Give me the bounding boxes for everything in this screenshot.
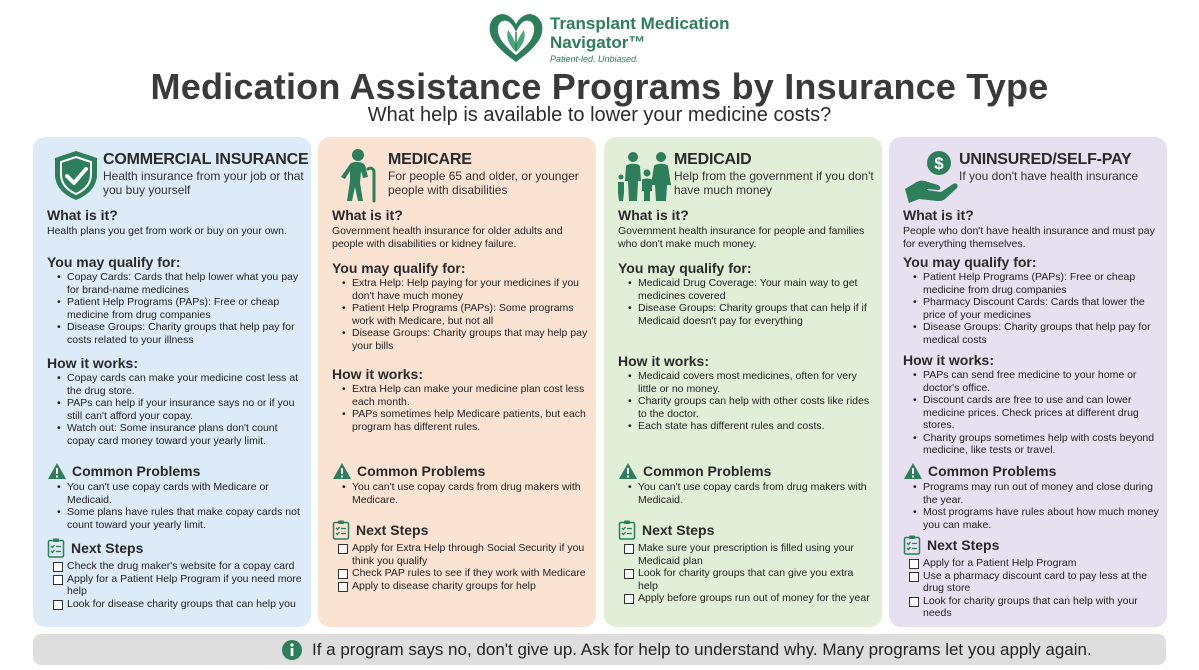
- next-step-checkbox[interactable]: Apply for a Patient Help Program if you need more help: [47, 573, 305, 598]
- qualify-section: [47, 254, 305, 346]
- next-steps-heading: Next Steps: [356, 522, 429, 538]
- problems-heading: Common Problems: [357, 463, 486, 479]
- card-title: COMMERCIAL INSURANCE: [103, 151, 309, 168]
- how-list: [618, 370, 876, 433]
- qualify-list: [332, 277, 590, 352]
- qualify-list: [618, 277, 876, 327]
- list-item: • Patient Help Programs (PAPs): Free or cheap medicine from drug companies: [47, 296, 305, 321]
- qualify-heading: You may qualify for:: [47, 254, 181, 270]
- list-item: • Disease Groups: Charity groups that help pay for costs related to your illness: [47, 321, 305, 346]
- how-section: [47, 355, 305, 447]
- what-section: [332, 207, 590, 250]
- list-item: • Pharmacy Discount Cards: Cards that lower the price of your medicines: [903, 296, 1161, 321]
- next-step-checkbox[interactable]: Use a pharmacy discount card to pay less at the drug store: [903, 570, 1161, 595]
- next-steps-list: [903, 557, 1161, 620]
- next-step-checkbox[interactable]: Apply for Extra Help through Social Security if you think you qualify: [332, 542, 590, 567]
- list-item: • Extra Help can make your medicine plan cost less each month.: [332, 383, 590, 408]
- logo-title-line1: Transplant Medication: [550, 14, 730, 33]
- list-item: • Medicaid Drug Coverage: Your main way to get medicines covered: [618, 277, 876, 302]
- next-steps-heading: Next Steps: [642, 522, 715, 538]
- warning-icon: [618, 462, 638, 480]
- next-steps-section: [618, 520, 876, 605]
- what-text: Government health insurance for people and families who don't make much money.: [618, 225, 865, 250]
- list-item: • You can't use copay cards from drug makers with Medicaid.: [618, 481, 876, 506]
- qualify-section: [618, 260, 876, 327]
- checklist-icon: [332, 520, 350, 540]
- svg-text:$: $: [934, 154, 944, 173]
- next-steps-section: [332, 520, 590, 592]
- what-section: [903, 207, 1161, 250]
- what-heading: What is it?: [618, 207, 689, 223]
- list-item: • Copay cards can make your medicine cost less at the drug store.: [47, 372, 305, 397]
- problems-list: [332, 481, 590, 506]
- next-steps-heading: Next Steps: [71, 540, 144, 556]
- problems-heading: Common Problems: [643, 463, 772, 479]
- next-step-checkbox[interactable]: Apply before groups run out of money for the year: [618, 592, 876, 605]
- list-item: • Patient Help Programs (PAPs): Free or cheap medicine from drug companies: [903, 271, 1161, 296]
- problems-heading: Common Problems: [928, 463, 1057, 479]
- qualify-section: [903, 254, 1161, 346]
- qualify-section: [332, 260, 590, 352]
- list-item: • Patient Help Programs (PAPs): Some programs work with Medicare, but not all: [332, 302, 590, 327]
- logo-tagline: Patient-led. Unbiased.: [550, 54, 639, 64]
- warning-icon: [903, 462, 923, 480]
- next-steps-section: [47, 538, 305, 610]
- info-icon: [282, 640, 302, 660]
- card-medicaid: [604, 137, 882, 627]
- list-item: • Disease Groups: Charity groups that can help if if Medicaid doesn't pay for everything: [618, 302, 876, 327]
- list-item: • Charity groups can help with other costs like rides to the doctor.: [618, 395, 876, 420]
- qualify-heading: You may qualify for:: [618, 260, 752, 276]
- what-text: Government health insurance for older adults and people with disabilities or kidney failure.: [332, 225, 563, 250]
- problems-heading: Common Problems: [72, 463, 201, 479]
- card-description: Help from the government if you don't have much money: [674, 169, 874, 197]
- warning-icon: [47, 462, 67, 480]
- next-step-checkbox[interactable]: Apply for a Patient Help Program: [903, 557, 1161, 570]
- how-heading: How it works:: [903, 352, 995, 368]
- qualify-heading: You may qualify for:: [332, 260, 466, 276]
- list-item: • Most programs have rules about how much money you can make.: [903, 506, 1161, 531]
- card-description: If you don't have health insurance: [959, 169, 1139, 183]
- problems-section: [903, 462, 1161, 531]
- problems-section: [332, 462, 590, 506]
- what-section: [47, 207, 305, 238]
- logo: [486, 8, 730, 66]
- list-item: • Copay Cards: Cards that help lower what you pay for brand-name medicines: [47, 271, 305, 296]
- list-item: • Medicaid covers most medicines, often for very little or no money.: [618, 370, 876, 395]
- next-step-checkbox[interactable]: Apply to disease charity groups for help: [332, 580, 590, 593]
- problems-list: [47, 481, 305, 531]
- problems-list: [618, 481, 876, 506]
- next-step-checkbox[interactable]: Check PAP rules to see if they work with Medicare: [332, 567, 590, 580]
- what-heading: What is it?: [332, 207, 403, 223]
- next-step-checkbox[interactable]: Check the drug maker's website for a copay card: [47, 560, 305, 573]
- list-item: • PAPs can help if your insurance says no or if you still can't afford your copay.: [47, 397, 305, 422]
- shield-check-icon: [45, 147, 107, 203]
- logo-title: [550, 14, 729, 52]
- how-heading: How it works:: [618, 353, 710, 369]
- list-item: • PAPs sometimes help Medicare patients, but each program has different rules.: [332, 408, 590, 433]
- list-item: • Watch out: Some insurance plans don't count copay card money toward your yearly limit.: [47, 422, 305, 447]
- next-steps-list: [618, 542, 876, 605]
- warning-icon: [332, 462, 352, 480]
- next-step-checkbox[interactable]: Look for charity groups that can give you extra help: [618, 567, 876, 592]
- card-description: For people 65 and older, or younger people with disabilities: [388, 169, 579, 197]
- footer-text: If a program says no, don't give up. Ask for help to understand why. Many programs let you apply again.: [312, 640, 1092, 659]
- list-item: • Disease Groups: Charity groups that may help pay your bills: [332, 327, 590, 352]
- qualify-heading: You may qualify for:: [903, 254, 1037, 270]
- elderly-person-icon: [330, 147, 392, 203]
- list-item: • Disease Groups: Charity groups that help pay for medical costs: [903, 321, 1161, 346]
- list-item: • Some plans have rules that make copay cards not count toward your yearly limit.: [47, 506, 305, 531]
- card-title: MEDICAID: [674, 151, 752, 168]
- what-section: [618, 207, 876, 250]
- card-description: Health insurance from your job or that you buy yourself: [103, 169, 304, 197]
- how-section: [618, 353, 876, 433]
- what-text: Health plans you get from work or buy on your own.: [47, 225, 287, 237]
- list-item: • You can't use copay cards from drug makers with Medicare.: [332, 481, 590, 506]
- what-heading: What is it?: [47, 207, 118, 223]
- problems-section: [618, 462, 876, 506]
- list-item: • You can't use copay cards with Medicare or Medicaid.: [47, 481, 305, 506]
- how-list: [332, 383, 590, 433]
- logo-title-line2: Navigator™: [550, 33, 646, 52]
- page-subtitle: What help is available to lower your medicine costs?: [367, 104, 832, 126]
- card-medicare: [318, 137, 596, 627]
- page-title: Medication Assistance Programs by Insurance Type: [150, 66, 1049, 107]
- next-steps-section: [903, 535, 1161, 620]
- list-item: • Discount cards are free to use and can lower medicine prices. Check prices at different drug stores.: [903, 394, 1161, 432]
- footer-banner: [33, 634, 1166, 665]
- checklist-icon: [47, 538, 65, 558]
- next-step-checkbox[interactable]: Make sure your prescription is filled using your Medicaid plan: [618, 542, 876, 567]
- how-heading: How it works:: [332, 366, 424, 382]
- how-list: [903, 369, 1161, 457]
- next-steps-list: [332, 542, 590, 592]
- how-heading: How it works:: [47, 355, 139, 371]
- how-section: [903, 352, 1161, 457]
- qualify-list: [47, 271, 305, 346]
- card-title: MEDICARE: [388, 151, 472, 168]
- next-step-checkbox[interactable]: Look for disease charity groups that can help you: [47, 598, 305, 611]
- card-commercial-insurance: [33, 137, 311, 627]
- how-list: [47, 372, 305, 447]
- how-section: [332, 366, 590, 433]
- family-icon: [616, 147, 678, 203]
- what-text: People who don't have health insurance and must pay for everything themselves.: [903, 225, 1155, 250]
- next-steps-heading: Next Steps: [927, 537, 1000, 553]
- problems-list: [903, 481, 1161, 531]
- list-item: • Each state has different rules and costs.: [618, 420, 876, 433]
- heart-leaf-icon: [486, 8, 546, 66]
- next-steps-list: [47, 560, 305, 610]
- checklist-icon: [903, 535, 921, 555]
- qualify-list: [903, 271, 1161, 346]
- card-title: UNINSURED/SELF-PAY: [959, 151, 1132, 168]
- hand-dollar-icon: [901, 147, 963, 203]
- what-heading: What is it?: [903, 207, 974, 223]
- problems-section: [47, 462, 305, 531]
- list-item: • PAPs can send free medicine to your home or doctor's office.: [903, 369, 1161, 394]
- checklist-icon: [618, 520, 636, 540]
- list-item: • Charity groups sometimes help with costs beyond medicine, like tests or travel.: [903, 432, 1161, 457]
- list-item: • Extra Help: Help paying for your medicines if you don't have much money: [332, 277, 590, 302]
- list-item: • Programs may run out of money and close during the year.: [903, 481, 1161, 506]
- next-step-checkbox[interactable]: Look for charity groups that can help with your needs: [903, 595, 1161, 620]
- card-uninsured-self-pay: [889, 137, 1167, 627]
